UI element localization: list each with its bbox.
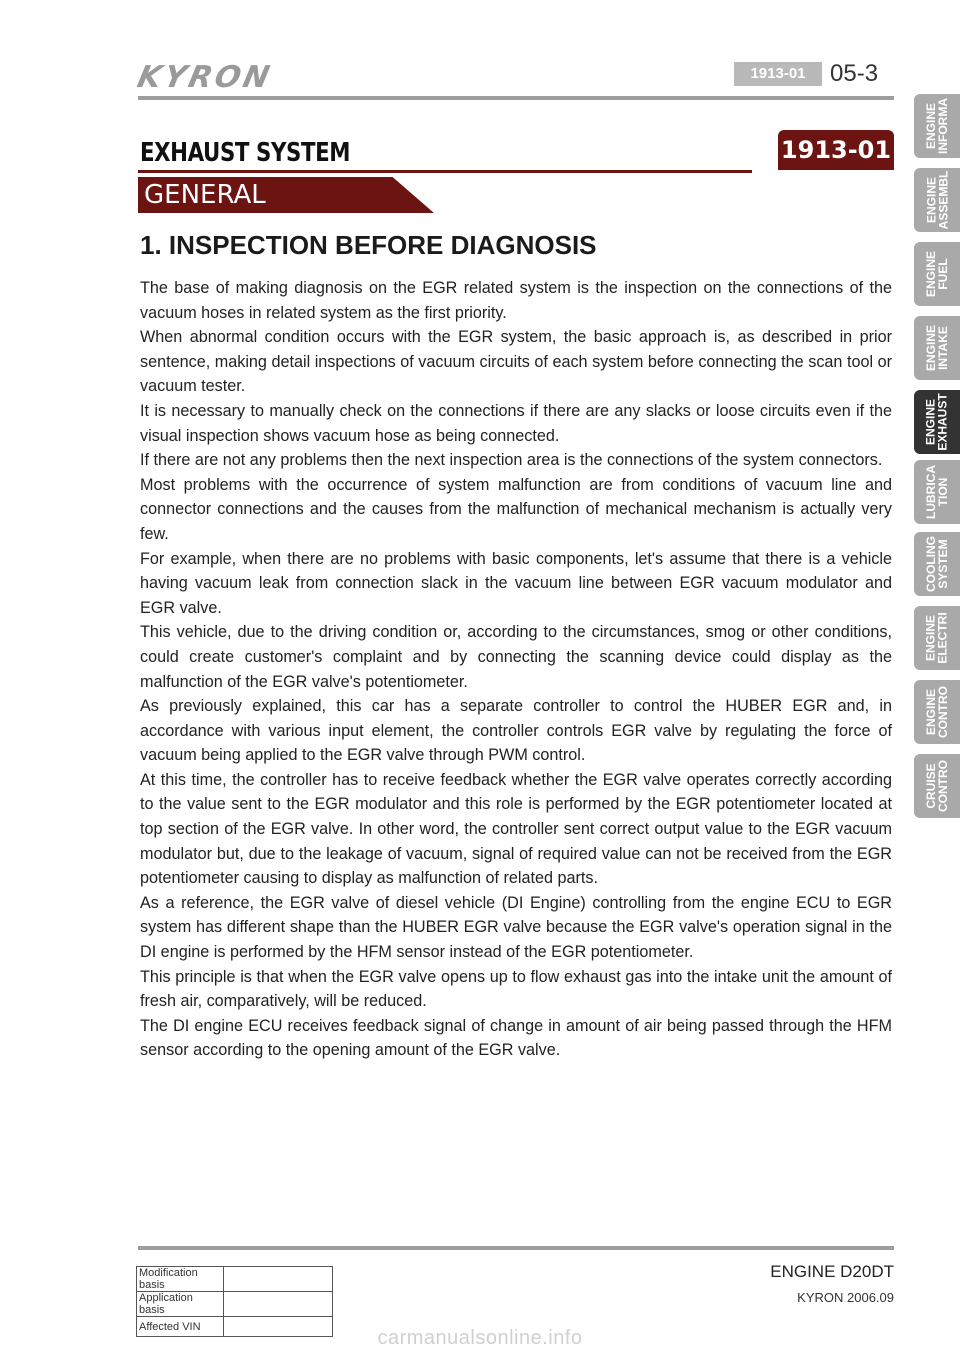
- tab-label: ENGINE ASSEMBL: [924, 170, 951, 230]
- tab-label: COOLING SYSTEM: [924, 536, 950, 592]
- table-cell-label: Modification basis: [137, 1267, 224, 1292]
- tab-lubrication[interactable]: [914, 460, 960, 524]
- paragraph: At this time, the controller has to receive feedback whether the EGR valve operates correctly according to the value sent to the EGR modulator and this role is performed by the EGR potentiometer located at top section of the EGR valve. In other word, the controller sent correct output value to the EGR vacuum modulator but, due to the leakage of vacuum, signal of required value can not be received from the EGR potentiometer causing to display as malfunction of related parts.: [140, 770, 892, 888]
- kyron-logo: KYRON: [134, 60, 276, 95]
- table-cell-value: [224, 1292, 333, 1317]
- section-heading: 1. INSPECTION BEFORE DIAGNOSIS: [140, 230, 597, 260]
- table-cell-label: Affected VIN: [137, 1317, 224, 1337]
- body-text: [140, 276, 892, 1063]
- tab-label: ENGINE CONTRO: [924, 686, 950, 738]
- header-section-code: 1913-01: [734, 62, 822, 86]
- paragraph: This principle is that when the EGR valve opens up to flow exhaust gas into the intake unit the amount of fresh air, comparatively, will be reduced.: [140, 967, 892, 1011]
- table-row: [137, 1292, 333, 1317]
- tab-cooling-system[interactable]: [914, 532, 960, 596]
- tab-label: ENGINE EXHAUST: [924, 393, 950, 451]
- tab-engine-fuel[interactable]: [914, 242, 960, 306]
- table-cell-label: Application basis: [137, 1292, 224, 1317]
- paragraph: When abnormal condition occurs with the EGR system, the basic approach is, as described in prior sentence, making detail inspections of vacuum circuits of each system before connecting the scan tool or vacuum tester.: [140, 328, 892, 396]
- general-banner-label: GENERAL: [144, 180, 266, 210]
- tab-engine-information[interactable]: [914, 94, 960, 158]
- tab-label: CRUISE CONTRO: [924, 760, 950, 812]
- tab-engine-control[interactable]: [914, 680, 960, 744]
- paragraph: If there are not any problems then the next inspection area is the connections of the system connectors.: [140, 451, 883, 470]
- tab-label: ENGINE INTAKE: [924, 324, 951, 372]
- paragraph: As previously explained, this car has a separate controller to control the HUBER EGR and, in accordance with various input element, the controller controls EGR valve by regulating the force of vacuum being applied to the EGR valve through PWM control.: [140, 697, 892, 765]
- title-rule: [138, 170, 752, 173]
- tab-engine-exhaust[interactable]: [914, 390, 960, 454]
- tab-label: ENGINE ELECTRI: [924, 612, 950, 664]
- watermark-text: carmanualsonline.info: [377, 1327, 583, 1349]
- table-cell-value: [224, 1267, 333, 1292]
- header-rule: [138, 96, 894, 100]
- footer-model-date: KYRON 2006.09: [797, 1290, 894, 1305]
- paragraph: For example, when there are no problems with basic components, let's assume that there is a vehicle having vacuum leak from connection slack in the vacuum line between EGR vacuum modulator and EGR valve.: [140, 549, 892, 617]
- tab-label: ENGINE INFORMA: [924, 98, 950, 154]
- title-section-code: 1913-01: [778, 130, 894, 170]
- paragraph: As a reference, the EGR valve of diesel vehicle (DI Engine) controlling from the engine ECU to EGR system has different shape than the HUBER EGR valve because the EGR valve's operation signal in the DI engine is performed by the HFM sensor instead of the EGR potentiometer.: [140, 893, 892, 962]
- page-title: EXHAUST SYSTEM: [140, 138, 351, 168]
- paragraph: It is necessary to manually check on the connections if there are any slacks or loose circuits even if the visual inspection shows vacuum hose as being connected.: [140, 401, 892, 445]
- tab-label: ENGINE FUEL: [924, 250, 951, 298]
- tab-engine-electrical[interactable]: [914, 606, 960, 670]
- paragraph: The base of making diagnosis on the EGR related system is the inspection on the connections of the vacuum hoses in related system as the first priority.: [140, 279, 892, 322]
- footer-rule: [138, 1246, 894, 1250]
- paragraph: This vehicle, due to the driving condition or, according to the circumstances, smog or other conditions, could create customer's complaint and by connecting the scanning device could display as the malfunction of the EGR valve's potentiometer.: [140, 623, 892, 691]
- tab-engine-assembly[interactable]: [914, 168, 960, 232]
- tab-label: LUBRICA TION: [924, 465, 950, 519]
- table-row: [137, 1267, 333, 1292]
- tab-engine-intake[interactable]: [914, 316, 960, 380]
- footer-engine-model: ENGINE D20DT: [770, 1262, 894, 1281]
- page-number: 05-3: [830, 60, 879, 87]
- paragraph: Most problems with the occurrence of system malfunction are from conditions of vacuum line and connector connections and the causes from the malfunction of mechanical mechanism is actually very few.: [140, 475, 892, 543]
- paragraph: The DI engine ECU receives feedback signal of change in amount of air being passed through the HFM sensor according to the opening amount of the EGR valve.: [140, 1016, 892, 1060]
- tab-cruise-control[interactable]: [914, 754, 960, 818]
